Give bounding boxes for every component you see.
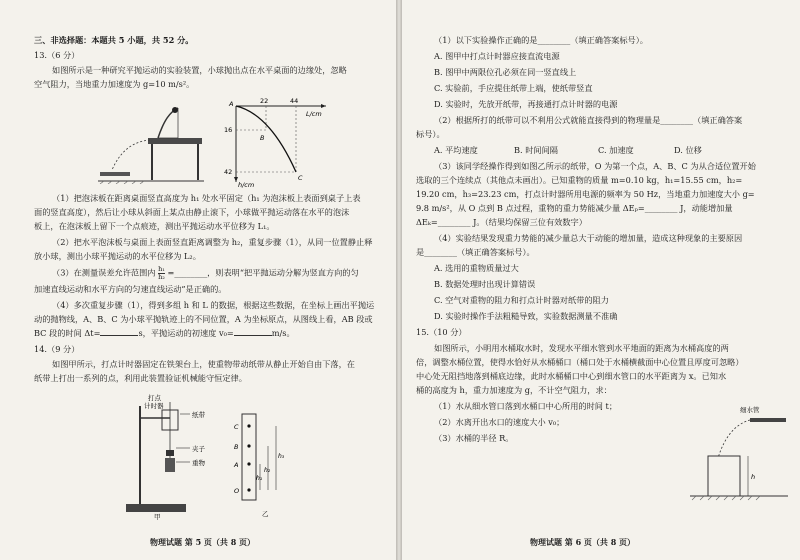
v0-prefix: s，平抛运动的初速度 v₀= <box>138 328 234 338</box>
y-tick-16: 16 <box>224 126 233 134</box>
q14-s1-option-d: D. 实验时，先放开纸带，再接通打点计时器的电源 <box>434 99 618 109</box>
q13-step4-line-2: 动的抛物线，A、B、C 为小球平抛轨迹上的不同位置，A 为坐标原点，从图线上看，AB 段或 <box>34 314 373 324</box>
q15-intro-line-3: 中心处无阻挡地落到桶底边缘，此时水桶桶口中心到细水管口的水平距离为 x。已知水 <box>416 371 727 381</box>
q15-ask-3: （3）水桶的半径 R。 <box>434 433 514 443</box>
q14-s3-line-5: ΔEₖ=________ J。（结果均保留三位有效数字） <box>416 217 587 227</box>
q14-s4-option-c: C. 空气对重物的阻力和打点计时器对纸带的阻力 <box>434 295 609 305</box>
iron-stand-figure <box>118 392 222 520</box>
q14-s1-option-b: B. 图甲中两限位孔必须在同一竖直线上 <box>434 67 577 77</box>
q14-number: 14.（9 分） <box>34 344 80 354</box>
q15-intro-line-1: 如图所示，小明用水桶取水时，发现水平细水管到水平地面的距离为水桶高度的两 <box>434 343 729 353</box>
water-bucket-figure <box>688 404 790 504</box>
q14-s2-option-a: A. 平均速度 <box>434 145 478 155</box>
page-footer-5: 物理试题 第 5 页（共 8 页） <box>150 537 256 547</box>
tape-point-b: B <box>234 443 239 451</box>
q14-s3-line-3: 19.20 cm，h₃=23.23 cm，打点计时器所用电源的频率为 50 Hz，当地重力加速度大小 g= <box>416 189 755 199</box>
q13-step3-prefix: （3）在测量误差允许范围内 <box>52 267 156 278</box>
q13-number: 13.（6 分） <box>34 50 80 60</box>
q14-s2-option-c: C. 加速度 <box>598 145 634 155</box>
paper-tape-figure <box>232 412 292 522</box>
exam-page-5 <box>0 0 396 560</box>
q14-s4-line-1: （4）实验结果发现重力势能的减少量总大于动能的增加量，造成这种现象的主要原因 <box>434 233 743 243</box>
clip-label: 夹子 <box>192 445 205 453</box>
q15-intro-line-4: 桶的高度为 h，重力加速度为 g，不计空气阻力，求： <box>416 385 612 395</box>
h2-label: h₂ <box>264 467 271 474</box>
q15-ask-2: （2）水离开出水口的速度大小 v₀； <box>434 417 565 427</box>
q14-s3-line-2: 选取的三个连续点（其他点未画出）。已知重物的质量 m=0.10 kg，h₁=15.55 cm，h₂= <box>416 175 743 185</box>
projectile-apparatus-figure <box>94 98 206 184</box>
point-c-label: C <box>298 174 303 182</box>
frac-denominator: h₂ <box>158 273 165 281</box>
v0-answer-blank[interactable] <box>234 327 272 336</box>
x-tick-22: 22 <box>260 97 269 105</box>
tape-point-a: A <box>234 461 239 469</box>
q13-step3-line-2: 加速直线运动和水平方向的匀速直线运动”是正确的。 <box>34 284 227 294</box>
exam-page-6 <box>402 0 800 560</box>
point-a-label: A <box>229 100 234 108</box>
bucket-height-label: h <box>751 473 756 481</box>
q14-s1-option-c: C. 实验前，手应提住纸带上端，使纸带竖直 <box>434 83 593 93</box>
q13-step1-line-2: 面的竖直高度），然后让小球从斜面上某点由静止滚下，小球做平抛运动落在水平的泡沫 <box>34 207 350 217</box>
figure-caption-b: 乙 <box>262 510 269 518</box>
q13-step3-line-1 <box>52 266 359 281</box>
q14-s2-option-d: D. 位移 <box>674 145 702 155</box>
point-b-label: B <box>260 134 265 142</box>
h3-label: h₃ <box>278 453 285 460</box>
q14-s2-option-b: B. 时间间隔 <box>514 145 558 155</box>
q13-step1-line-1: （1）把泡沫板在距离桌面竖直高度为 h₁ 处水平固定（h₁ 为泡沫板上表面到桌子上表 <box>52 193 361 203</box>
q14-intro-line-1: 如图甲所示，打点计时器固定在铁架台上，使重物带动纸带从静止开始自由下落，在 <box>52 359 355 369</box>
q13-step1-line-3: 板上，在泡沫板上留下一个点痕迹，测出平抛运动水平位移为 L₁。 <box>34 221 275 231</box>
q14-s2-stem-2: 标号）。 <box>416 129 445 139</box>
timer-label-2: 计时器 <box>144 402 164 410</box>
q13-step4-line-3 <box>34 327 295 340</box>
q14-s1-option-a: A. 图甲中打点计时器应接直流电源 <box>434 51 560 61</box>
tape-point-o: O <box>234 487 240 495</box>
dt-prefix: BC 段的时间 Δt= <box>34 328 101 338</box>
x-tick-44: 44 <box>290 97 299 105</box>
frac-numerator: h₁ <box>158 265 165 273</box>
section-heading: 三、非选择题：本题共 5 小题，共 52 分。 <box>34 35 194 45</box>
y-axis-label: h/cm <box>238 181 255 188</box>
h1-over-h2-fraction <box>158 266 165 281</box>
h1-label: h₁ <box>256 475 263 482</box>
y-tick-42: 42 <box>224 168 233 176</box>
q14-s4-line-2: 是________（填正确答案标号）。 <box>416 247 535 257</box>
x-axis-label: L/cm <box>306 110 322 118</box>
weight-label: 重物 <box>192 459 205 467</box>
q14-s2-stem-1: （2）根据所打的纸带可以不利用公式就能直接得到的物理量是________（填正确答案 <box>434 115 743 125</box>
q14-s3-line-1: （3）该同学经操作得到如图乙所示的纸带，O 为第一个点，A、B、C 为从合适位置开始 <box>434 161 756 171</box>
q14-s1-stem: （1）以下实验操作正确的是________（填正确答案标号）。 <box>434 35 648 45</box>
timer-label: 打点 <box>148 394 161 402</box>
q14-s4-option-d: D. 实验时操作手法粗糙导致，实验数据测量不准确 <box>434 311 618 321</box>
trajectory-graph <box>220 96 330 188</box>
q13-step2-line-1: （2）把水平泡沫板与桌面上表面竖直距离调整为 h₂，重复步骤（1），从同一位置静止释 <box>52 237 373 247</box>
figure-caption-a: 甲 <box>154 513 161 520</box>
q14-s4-option-b: B. 数据处理时出现计算错误 <box>434 279 536 289</box>
page-footer-6: 物理试题 第 6 页（共 8 页） <box>530 537 636 547</box>
q15-ask-1: （1）水从细水管口落到水桶口中心所用的时间 t； <box>434 401 618 411</box>
tape-label: 纸带 <box>192 411 205 419</box>
q15-intro-line-2: 倍，调整水桶位置，使得水恰好从水桶桶口（桶口处于水桶横截面中心位置且厚度可忽略） <box>416 357 744 367</box>
q13-step3-suffix: =________，则表明“把平抛运动分解为竖直方向的匀 <box>167 267 359 278</box>
q13-intro-line-1: 如图所示是一种研究平抛运动的实验装置，小球抛出点在水平桌面的边缘处，忽略 <box>52 65 347 75</box>
q13-intro-line-2: 空气阻力，当地重力加速度为 g=10 m/s²。 <box>34 79 195 89</box>
q13-step2-line-2: 放小球，测出小球平抛运动的水平位移为 L₂。 <box>34 251 201 261</box>
v0-unit: m/s。 <box>271 328 295 338</box>
q14-s3-line-4: 9.8 m/s²，从 O 点到 B 点过程，重物的重力势能减少量 ΔEₚ=________ J，动能增加量 <box>416 203 733 213</box>
q15-number: 15.（10 分） <box>416 327 467 337</box>
q13-step4-line-1: （4）多次重复步骤（1），得到多组 h 和 L 的数据，根据这些数据，在坐标上画出平抛运 <box>52 300 375 310</box>
pipe-label: 细水管 <box>740 406 760 414</box>
q14-s4-option-a: A. 选用的重物质量过大 <box>434 263 519 273</box>
tape-point-c: C <box>234 423 239 431</box>
q14-intro-line-2: 纸带上打出一系列的点，利用此装置验证机械能守恒定律。 <box>34 373 247 383</box>
dt-answer-blank[interactable] <box>100 327 138 336</box>
